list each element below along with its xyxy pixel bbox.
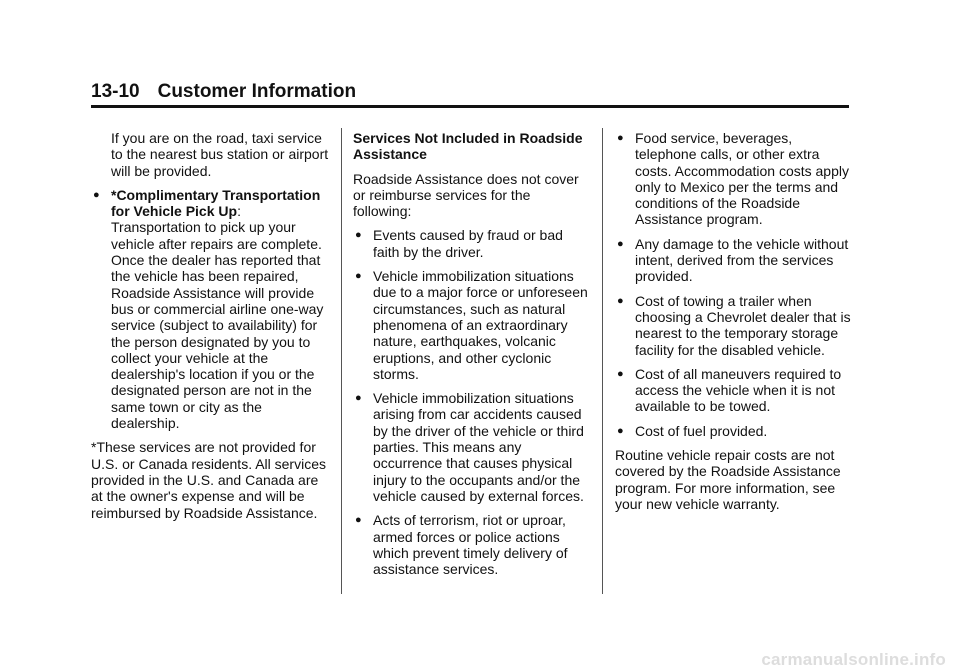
bullet-icon: ● — [617, 424, 624, 437]
item-text: Any damage to the vehicle without intent, derived from the services provided. — [635, 235, 849, 285]
bullet-icon: ● — [355, 229, 362, 242]
bullet-icon: ● — [93, 188, 100, 201]
page-number: 13-10 — [91, 81, 140, 102]
header-title — [91, 81, 356, 103]
bullet-icon: ● — [617, 132, 624, 144]
bullet-icon: ● — [617, 367, 624, 380]
list-item — [615, 366, 851, 415]
list-item — [615, 293, 851, 358]
bullet-icon: ● — [355, 392, 362, 405]
section-title: Customer Information — [157, 81, 357, 102]
bullet-icon: ● — [617, 294, 624, 307]
continued-paragraph: If you are on the road, taxi service to the nearest bus station or airport will be provided. — [111, 130, 329, 179]
item-text: : Transportation to pick up your vehicle after repairs are complete. Once the dealer has reported that the vehicle has been repaired, Roadside Assistance will provide bus or commercial airline one-way service (subject to availability) for the person designated by you to collect your vehicle at the dealership's location if you or the designated person are not in the same town or city as the dealership. — [111, 203, 324, 432]
list-item — [615, 236, 851, 285]
item-text: Vehicle immobilization situations due to a major force or unforeseen circumstances, such as natural phenomena of an extraordinary nature, earthquakes, volcanic eruptions, and other cyclonic storms. — [373, 268, 588, 382]
column-3 — [615, 130, 851, 520]
list-item — [353, 512, 591, 577]
footnote-paragraph: *These services are not provided for U.S. or Canada residents. All services provided in the U.S. and Canada are at the owner's expense and will be reimbursed by Roadside Assistance. — [91, 439, 326, 521]
closing-paragraph: Routine vehicle repair costs are not covered by the Roadside Assistance program. For more information, see your new vehicle warranty. — [615, 447, 841, 512]
list-item — [91, 187, 333, 431]
column-divider — [341, 128, 342, 594]
subsection-heading: Services Not Included in Roadside Assistance — [353, 130, 583, 163]
column-divider — [602, 128, 603, 594]
bullet-icon: ● — [355, 270, 362, 283]
page-header — [91, 81, 849, 107]
column-1 — [91, 130, 333, 529]
bullet-icon: ● — [355, 514, 362, 527]
list-item — [615, 130, 851, 228]
intro-paragraph: Roadside Assistance does not cover or reimburse services for the following: — [353, 170, 579, 220]
item-text: Food service, beverages, telephone calls, or other extra costs. Accommodation costs apply only to Mexico per the terms and conditions of the Roadside Assistance program. — [635, 130, 849, 228]
column-2 — [353, 130, 591, 585]
item-text: Vehicle immobilization situations arising from car accidents caused by the driver of the vehicle or third parties. This means any occurrence that causes physical injury to the occupants and/or the vehicle caused by external forces. — [373, 390, 584, 504]
list-item — [353, 227, 591, 260]
header-rule — [91, 105, 849, 108]
item-text: Acts of terrorism, riot or uproar, armed forces or police actions which prevent timely delivery of assistance services. — [373, 512, 568, 578]
item-text: Cost of fuel provided. — [635, 422, 768, 439]
item-text: Events caused by fraud or bad faith by the driver. — [373, 227, 563, 260]
list-item — [353, 390, 591, 504]
bullet-icon: ● — [617, 237, 624, 250]
list-item — [615, 423, 851, 439]
item-text: Cost of towing a trailer when choosing a Chevrolet dealer that is nearest to the temporary storage facility for the disabled vehicle. — [635, 292, 851, 358]
item-text: Cost of all maneuvers required to access the vehicle when it is not available to be towed. — [635, 365, 842, 415]
watermark: carmanualsonline.info — [761, 650, 946, 669]
list-item — [353, 268, 591, 382]
item-bold-lead: *Complimentary Transportation for Vehicle Pick Up — [111, 186, 321, 220]
